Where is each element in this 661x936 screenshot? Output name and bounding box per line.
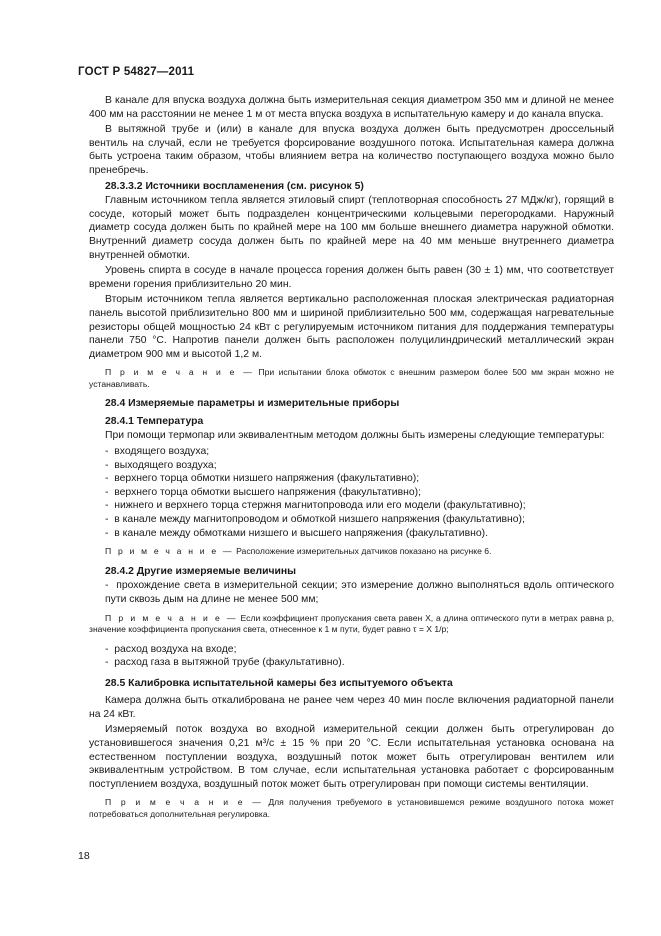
paragraph: В вытяжной трубе и (или) в канале для впуска воздуха должен быть предусмотрен дроссельный вентиль на случай, если не требуется форсирование воздушного потока. Испытательная камера должна быть устроена таким образом, чтобы влиянием ветра на количество поступающего воздуха можно было пренебречь. [89,124,614,176]
list-item: - расход воздуха на входе; [89,643,614,657]
note [89,613,614,636]
note-text: При испытании блока обмоток с внешним размером более 500 мм экран можно не устанавливать. [89,367,614,389]
note-label: П р и м е ч а н и е — [105,546,234,557]
note-label: П р и м е ч а н и е — [105,797,264,808]
list-item: - верхнего торца обмотки низшего напряжения (факультативно); [89,472,614,486]
subsection-heading: 28.4.2 Другие измеряемые величины [105,565,297,577]
document-header: ГОСТ Р 54827—2011 [78,66,195,78]
paragraph: При помощи термопар или эквивалентным методом должны быть измерены следующие температуры: [105,430,605,442]
note-text: Расположение измерительных датчиков показано на рисунке 6. [236,546,492,557]
paragraph: В канале для впуска воздуха должна быть измерительная секция диаметром 350 мм и длиной не менее 400 мм на расстоянии не менее 1 м от места впуска воздуха в испытательную камеру и до канала впуска. [89,95,614,120]
note [89,797,614,820]
list-item: - верхнего торца обмотки высшего напряжения (факультативно); [89,486,614,500]
list-item: - расход газа в вытяжной трубе (факультативно). [89,656,614,670]
list-item: - входящего воздуха; [89,445,614,459]
note-label: П р и м е ч а н и е — [105,612,238,623]
paragraph: Измеряемый поток воздуха во входной измерительной секции должен быть отрегулирован до установившегося значения 0,21 м³/с ± 15 % при 20 °С. Если испытательная установка основана на естественном поступлении воздуха, воздушный поток может быть отрегулирован вентилем или эквивалентным устройством. В том случае, если испытательная установка работает с форсированным поступлением воздуха, воздушный поток может быть отрегулирован при помощи системы вентиляции. [89,724,614,790]
note [89,546,614,558]
paragraph: Главным источником тепла является этиловый спирт (теплотворная способность 27 МДж/кг), горящий в сосуде, который может быть подразделен концентрическими кольцевыми перегородками. Наружный диаметр сосуда должен быть по крайней мере на 100 мм больше внешнего диаметра наружной обмотки. Внутренний диаметр сосуда должен быть по крайней мере на 40 мм меньше внутреннего диаметра внутренней обмотки. [89,195,614,261]
note-text: Если коэффициент пропускания света равен X, а длина оптического пути в метрах равна p, значение коэффициента пропускания света, отнесенное к 1 м пути, будет равно τ = X 1/p; [89,612,614,634]
page-number: 18 [78,850,90,862]
list-item: - в канале между обмотками низшего и высшего напряжения (факультативно). [89,527,614,541]
list-item: - нижнего и верхнего торца стержня магнитопровода или его модели (факультативно); [89,499,614,513]
document-body [89,94,614,827]
note [89,367,614,390]
list-item: - выходящего воздуха; [89,459,614,473]
subsection-heading: 28.4.1 Температура [105,415,204,427]
paragraph: Вторым источником тепла является вертикально расположенная плоская электрическая радиаторная панель высотой приблизительно 800 мм и шириной приблизительно 500 мм, содержащая нагревательные резисторы общей мощностью 24 кВт с регулируемым источником питания для поддержания температуры панели 750 °С. Напротив панели должен быть расположен полуцилиндрический металлический экран диаметром 900 мм и высотой 1,2 м. [89,294,614,360]
section-heading: 28.5 Калибровка испытательной камеры без испытуемого объекта [105,677,453,689]
subsection-heading: 28.3.3.2 Источники воспламенения (см. рисунок 5) [105,180,364,192]
paragraph: Камера должна быть откалибрована не ранее чем через 40 мин после включения радиаторной панели на 24 кВт. [89,695,614,720]
note-label: П р и м е ч а н и е — [105,367,254,378]
list-item: - прохождение света в измерительной секции; это измерение должно выполняться вдоль оптического пути сквозь дым на длине не менее 500 мм; [89,579,614,606]
paragraph: Уровень спирта в сосуде в начале процесса горения должен быть равен (30 ± 1) мм, что соответствует времени горения приблизительно 20 мин. [89,265,614,290]
note-text: Для получения требуемого в установившемся режиме воздушного потока может потребоваться дополнительная регулировка. [89,797,615,819]
list-item: - в канале между магнитопроводом и обмоткой низшего напряжения (факультативно); [89,513,614,527]
section-heading: 28.4 Измеряемые параметры и измерительные приборы [105,398,400,410]
